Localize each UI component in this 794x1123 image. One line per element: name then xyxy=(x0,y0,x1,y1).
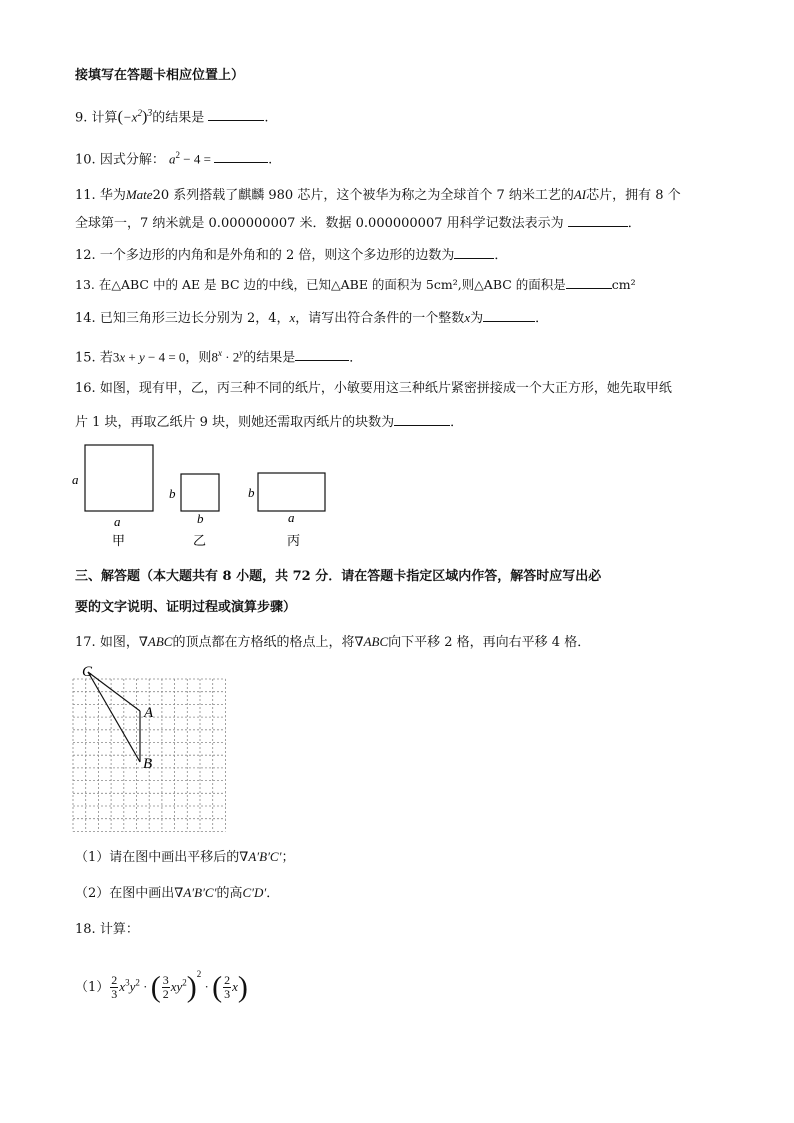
question-17-part-1: （1）请在图中画出平移后的∇A′B′C′； xyxy=(75,849,295,865)
paper-jia xyxy=(72,445,153,548)
section-3-heading-line-2: 要的文字说明、证明过程或演算步骤） xyxy=(75,600,297,615)
paper-bing-bottom-label: a xyxy=(288,510,295,525)
question-17: 17. 如图，∇ABC的顶点都在方格纸的格点上，将∇ABC向下平移 2 格，再向右平移 4 格． xyxy=(75,634,591,650)
question-16-line-2: 片 1 块，再取乙纸片 9 块，则她还需取丙纸片的块数为 ． xyxy=(75,412,463,432)
question-9: 9. 计算$(-x^2)^3$的结果是 . xyxy=(75,108,269,126)
vertex-label-b: B xyxy=(143,756,153,772)
paper-jia-bottom-label: a xyxy=(114,514,121,529)
question-10: 10. 因式分解： $a^2 - 4$ = . xyxy=(75,150,273,168)
q9-answer-blank[interactable] xyxy=(208,107,264,121)
paper-bing-name: 丙 xyxy=(287,533,301,548)
paper-yi xyxy=(169,474,219,548)
q13-answer-blank[interactable] xyxy=(566,275,612,289)
question-18-part-1: （1） $\frac{2}{3}$ $x^3y^2$ · ( $\frac{3}{2}$ $xy^2)^2$ · ( $\frac{2}{3}$ x) xyxy=(75,969,248,1004)
triangle-side-ca xyxy=(88,672,140,711)
question-15: 15. 若3x + y − 4 = 0，则$8^x \cdot 2^y$的结果是 ． xyxy=(75,348,363,366)
q9-number: 9. xyxy=(75,110,88,126)
question-11-line-2: 全球第一，7 纳米就是 0.000000007 米．数据 0.000000007 用科学记数法表示为 ． xyxy=(75,213,641,233)
paper-bing-side-label: b xyxy=(248,485,255,500)
question-11-line-1: 11. 华为Mate20 系列搭载了麒麟 980 芯片，这个被华为称之为全球首个 7 纳米工艺的AI芯片，拥有 8 个 xyxy=(75,187,681,203)
q11-answer-blank[interactable] xyxy=(568,213,628,227)
question-18: 18. 计算： xyxy=(75,922,139,937)
paper-yi-bottom-label: b xyxy=(197,511,204,526)
question-17-part-2: （2）在图中画出∇A′B′C′的高C′D′． xyxy=(75,885,280,901)
q14-answer-blank[interactable] xyxy=(483,308,535,322)
question-14: 14. 已知三角形三边长分别为 2，4，x，请写出符合条件的一个整数x为 ． xyxy=(75,310,549,326)
paper-pieces-figure xyxy=(60,438,360,556)
question-12: 12. 一个多边形的内角和是外角和的 2 倍，则这个多边形的边数为 ． xyxy=(75,245,507,265)
paper-jia-name: 甲 xyxy=(112,533,126,548)
question-16-line-1: 16. 如图，现有甲，乙，丙三种不同的纸片，小敏要用这三种纸片紧密拼接成一个大正方形，她先取甲纸 xyxy=(75,381,672,396)
vertex-label-c: C xyxy=(82,664,93,680)
paper-jia-side-label: a xyxy=(72,472,79,487)
q12-answer-blank[interactable] xyxy=(454,245,494,259)
paper-yi-name: 乙 xyxy=(193,533,207,548)
vertex-label-a: A xyxy=(144,705,154,721)
q9-prefix: 计算 xyxy=(91,110,118,126)
q10-answer-blank[interactable] xyxy=(214,149,268,163)
section-3-heading-line-1: 三、解答题（本大题共有 8 小题，共 72 分．请在答题卡指定区域内作答，解答时应写出必 xyxy=(75,569,602,584)
q16-answer-blank[interactable] xyxy=(394,412,450,426)
grid-figure xyxy=(65,660,240,835)
question-13: 13. 在△ABC 中的 AE 是 BC 边的中线，已知△ABE 的面积为 5cm²,则△ABC 的面积是 cm² xyxy=(75,277,636,292)
paper-yi-side-label: b xyxy=(169,486,176,501)
q9-suffix: 的结果是 xyxy=(152,110,205,126)
q15-answer-blank[interactable] xyxy=(295,347,349,361)
triangle-side-cb xyxy=(88,672,140,762)
section-intro: 接填写在答题卡相应位置上） xyxy=(75,68,245,83)
paper-bing xyxy=(248,473,325,548)
